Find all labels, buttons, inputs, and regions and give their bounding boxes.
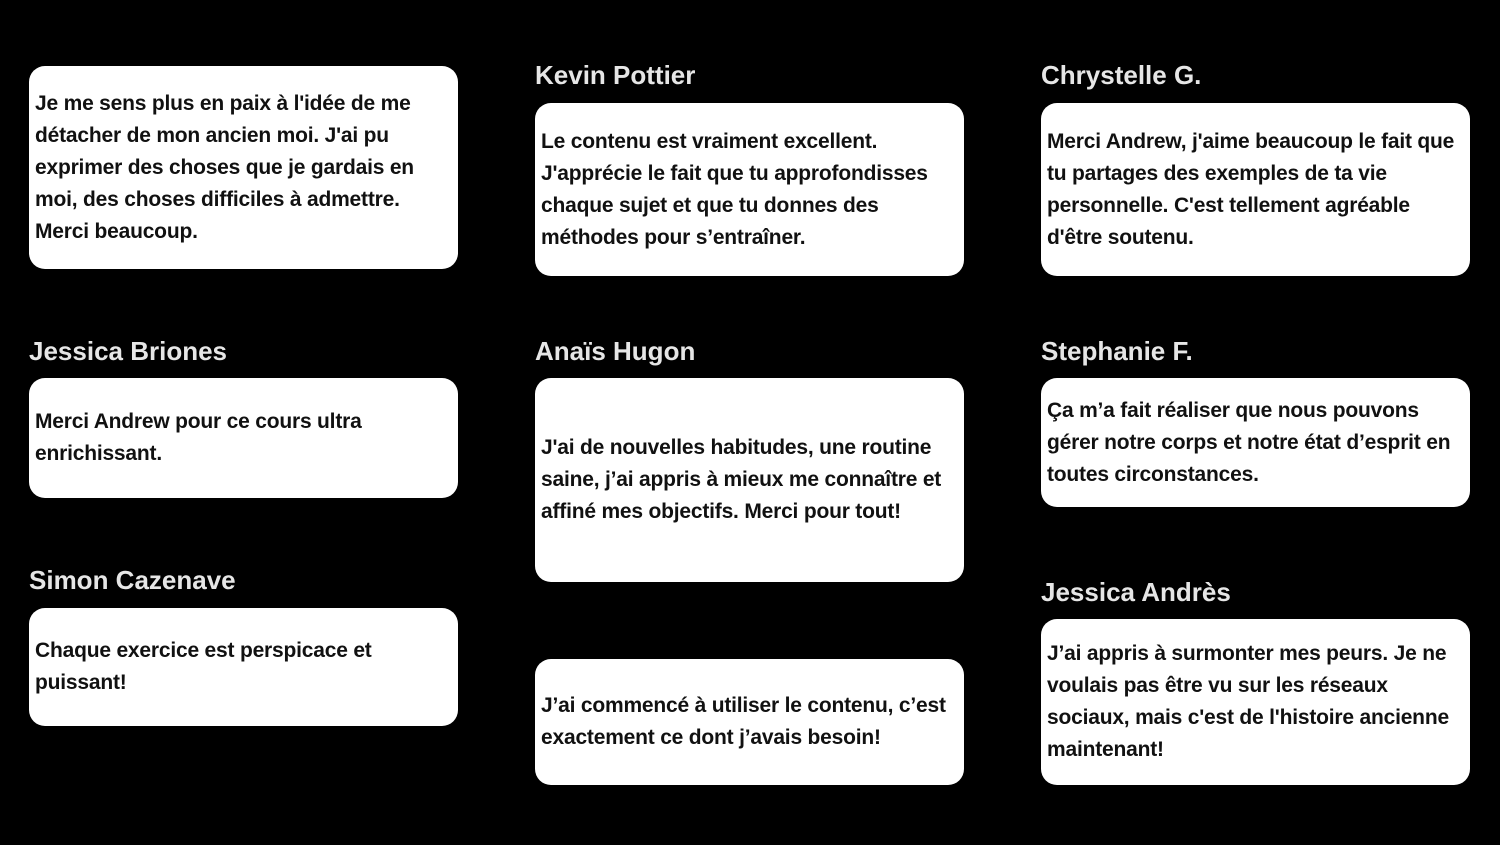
testimonial-card: [535, 103, 964, 276]
testimonial-card: [535, 659, 964, 785]
testimonial-author: Chrystelle G.: [1041, 60, 1202, 90]
testimonial-card: [29, 378, 458, 498]
testimonial-card: [1041, 103, 1470, 276]
testimonial-text: Je me sens plus en paix à l'idée de me détacher de mon ancien moi. J'ai pu exprimer des choses que je gardais en moi, des choses difficiles à admettre. Merci beaucoup.: [35, 91, 414, 243]
testimonial-text: J'ai de nouvelles habitudes, une routine saine, j’ai appris à mieux me connaître et affiné mes objectifs. Merci pour tout!: [541, 436, 942, 523]
testimonial-text: Merci Andrew pour ce cours ultra enrichissant.: [35, 410, 362, 465]
testimonial-text: J’ai appris à surmonter mes peurs. Je ne voulais pas être vu sur les réseaux sociaux, mais c'est de l'histoire ancienne maintenant!: [1047, 642, 1449, 761]
testimonial-text: Ça m’a fait réaliser que nous pouvons gérer notre corps et notre état d’esprit en toutes circonstances.: [1047, 398, 1451, 486]
testimonial-card: [1041, 378, 1470, 507]
testimonial-author: Simon Cazenave: [29, 565, 236, 595]
testimonial-card: [1041, 619, 1470, 785]
testimonial-text: J’ai commencé à utiliser le contenu, c’est exactement ce dont j’avais besoin!: [541, 694, 946, 749]
testimonial-card: [29, 66, 458, 269]
testimonial-author: Jessica Andrès: [1041, 577, 1231, 607]
testimonial-text: Merci Andrew, j'aime beaucoup le fait que tu partages des exemples de ta vie personnelle. C'est tellement agréable d'être soutenu.: [1047, 129, 1455, 249]
testimonial-text: Le contenu est vraiment excellent. J'apprécie le fait que tu approfondisses chaque sujet et que tu donnes des méthodes pour s’entraîner.: [541, 129, 928, 249]
testimonial-author: Kevin Pottier: [535, 60, 696, 90]
testimonial-card: [535, 378, 964, 582]
testimonial-author: Stephanie F.: [1041, 336, 1193, 366]
testimonial-author: Jessica Briones: [29, 336, 228, 366]
testimonial-text: Chaque exercice est perspicace et puissant!: [35, 639, 372, 694]
testimonial-author: Anaïs Hugon: [535, 336, 696, 366]
testimonial-card: [29, 608, 458, 726]
